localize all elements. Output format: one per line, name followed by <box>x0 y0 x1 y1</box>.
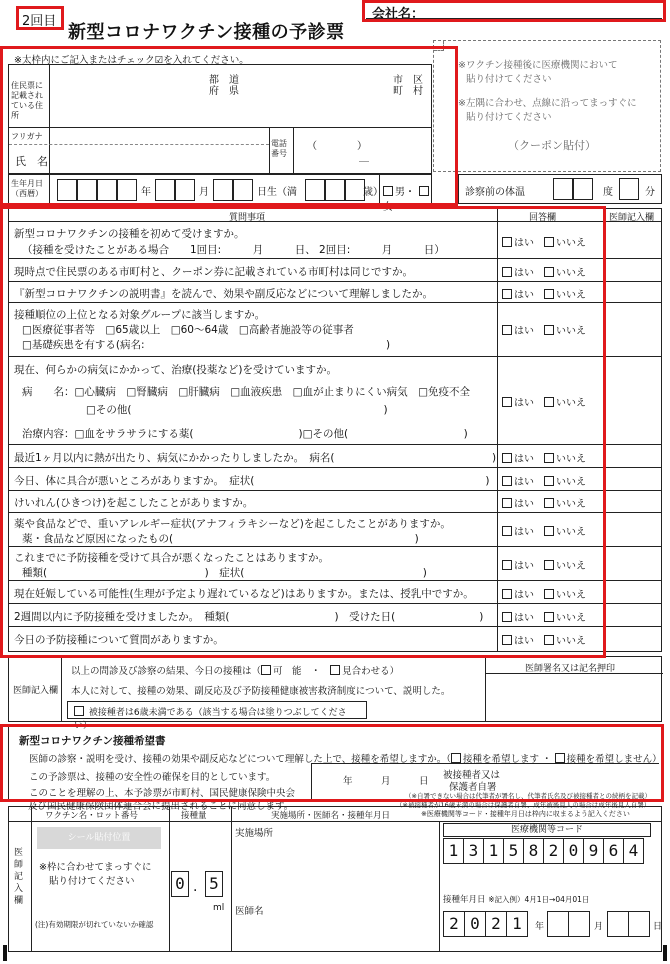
question-8: けいれん(ひきつけ)を起こしたことがありますか。 <box>14 497 254 509</box>
q6-yes-checkbox[interactable] <box>502 453 512 463</box>
page-title: 新型コロナワクチン接種の予診票 <box>68 22 345 43</box>
question-7: 今日、体に具合が悪いところがありますか。 症状( ) <box>14 475 490 487</box>
q10-yes-checkbox[interactable] <box>502 560 512 570</box>
question-13: 今日の予防接種について質問がありますか。 <box>14 634 224 646</box>
answer-10: はい いいえ <box>502 557 586 572</box>
q13-no-checkbox[interactable] <box>544 635 554 645</box>
question-9-cause: 薬・食品など原因になったもの( ) <box>22 533 419 545</box>
answer-3: はい いいえ <box>502 286 586 301</box>
q9-yes-checkbox[interactable] <box>502 526 512 536</box>
question-5: 現在、何らかの病気にかかって、治療(投薬など)を受けていますか。 <box>14 364 337 376</box>
questions-table: 質問事項 回答欄 医師記入欄 <box>8 208 662 652</box>
answer-12: はい いいえ <box>502 609 586 624</box>
question-10: これまでに予防接種を受けて具合が悪くなったことはありますか。 <box>14 552 329 564</box>
consent-yes-checkbox[interactable] <box>451 753 461 763</box>
round-label: 2回目 <box>22 14 57 29</box>
facility-code <box>443 838 643 864</box>
question-1-detail: （接種を受けたことがある場合 1回目: 月 日、 2回目: 月 日） <box>22 244 445 256</box>
code-digit: 8 <box>523 838 544 864</box>
possible-checkbox[interactable] <box>261 665 271 675</box>
year-digit: 2 <box>485 911 507 937</box>
male-checkbox[interactable] <box>383 186 393 196</box>
year-digit: 2 <box>443 911 465 937</box>
personal-info-box: 住民票に記載されている住所 都 道 府 県 市 区 町 村 フリガナ 氏 名 電話番号 （ ） ＿ <box>8 64 432 174</box>
answer-7: はい いいえ <box>502 473 586 488</box>
question-11: 現在妊娠している可能性(生理が予定より遅れているなど)はありますか。または、授乳中ですか。 <box>14 588 474 600</box>
name-label: 氏 名 <box>15 155 48 168</box>
code-digit: 5 <box>503 838 524 864</box>
sticker-area: シール貼付位置 <box>37 827 161 849</box>
question-12: 2週間以内に予防接種を受けましたか。 種類( ) 受けた日( ) <box>14 611 484 623</box>
q8-yes-checkbox[interactable] <box>502 498 512 508</box>
q9-no-checkbox[interactable] <box>544 526 554 536</box>
answer-9: はい いいえ <box>502 523 586 538</box>
answer-4: はい いいえ <box>502 322 586 337</box>
bottom-record: 医師記入欄 ワクチン名・ロット番号 接種量 実施場所・医師名・接種年月日 ※医療機関等コード・接種年月日は枠内に収まるよう記入ください シール貼付位置 ※枠に合わせてまっすぐに 貼り付けてください (注)有効期限が切れていないか確認 0 . 5 ml 実施場所 医師名 医療機関等コード 1 3 1 5 8 2 0 9 6 4 接種年月日 ※記入例）4月1日→04月01日 2 0 2 1 年 月 日 <box>8 806 662 952</box>
code-digit: 4 <box>623 838 644 864</box>
q2-yes-checkbox[interactable] <box>502 267 512 277</box>
q3-yes-checkbox[interactable] <box>502 289 512 299</box>
year-digit: 0 <box>464 911 486 937</box>
consent-no-checkbox[interactable] <box>555 753 565 763</box>
coupon-label: （クーポン貼付） <box>508 139 596 152</box>
question-5-disease: 病 名：□心臓病 □腎臓病 □肝臓病 □血液疾患 □血が止まりにくい病気 □免疫不全 <box>22 386 471 398</box>
q1-no-checkbox[interactable] <box>544 237 554 247</box>
consent-title: 新型コロナワクチン接種希望書 <box>19 735 166 747</box>
question-4-options: □医療従事者等 □65歳以上 □60〜64歳 □高齢者施設等の従事者 <box>22 324 354 336</box>
q12-yes-checkbox[interactable] <box>502 612 512 622</box>
question-2: 現時点で住民票のある市町村と、クーポン券に記載されている市町村は同じですか。 <box>14 266 413 278</box>
q1-yes-checkbox[interactable] <box>502 237 512 247</box>
dose-integer: 0 <box>171 871 189 897</box>
question-1: 新型コロナワクチンの接種を初めて受けますか。 <box>14 228 245 240</box>
q11-yes-checkbox[interactable] <box>502 589 512 599</box>
instruction: ※太枠内にご記入またはチェック☑を入れてください。 <box>14 55 249 66</box>
q3-no-checkbox[interactable] <box>544 289 554 299</box>
code-digit: 2 <box>543 838 564 864</box>
address-label: 住民票に記載されている住所 <box>11 81 43 120</box>
q8-no-checkbox[interactable] <box>544 498 554 508</box>
dob-row: 生年月日（西暦） 年 月 日生（満 歳） 男・女 <box>8 174 432 204</box>
code-digit: 1 <box>443 838 464 864</box>
q7-no-checkbox[interactable] <box>544 476 554 486</box>
vaccination-year <box>443 911 527 937</box>
question-10-detail: 種類( ) 症状( ) <box>22 567 427 579</box>
q10-no-checkbox[interactable] <box>544 560 554 570</box>
question-4: 接種順位の上位となる対象グループに該当しますか。 <box>14 309 266 321</box>
answer-1: はい いいえ <box>502 234 586 249</box>
q12-no-checkbox[interactable] <box>544 612 554 622</box>
company-label: 会社名： <box>372 7 425 22</box>
code-digit: 9 <box>583 838 604 864</box>
code-digit: 6 <box>603 838 624 864</box>
code-digit: 0 <box>563 838 584 864</box>
q4-yes-checkbox[interactable] <box>502 325 512 335</box>
answer-13: はい いいえ <box>502 632 586 647</box>
answer-11: はい いいえ <box>502 586 586 601</box>
under6-checkbox[interactable] <box>74 706 84 716</box>
answer-2: はい いいえ <box>502 264 586 279</box>
female-checkbox[interactable] <box>419 186 429 196</box>
question-4-disease: □基礎疾患を有する(病名: ) <box>22 339 391 351</box>
company-underline <box>366 18 662 19</box>
answer-8: はい いいえ <box>502 495 586 510</box>
postpone-checkbox[interactable] <box>330 665 340 675</box>
question-9: 薬や食品などで、重いアレルギー症状(アナフィラキシーなど)を起こしたことがありますか。 <box>14 518 451 530</box>
question-5-other: □その他( ) <box>86 404 388 416</box>
code-digit: 1 <box>483 838 504 864</box>
q11-no-checkbox[interactable] <box>544 589 554 599</box>
q13-yes-checkbox[interactable] <box>502 635 512 645</box>
answer-5: はい いいえ <box>502 394 586 409</box>
answer-6: はい いいえ <box>502 450 586 465</box>
q7-yes-checkbox[interactable] <box>502 476 512 486</box>
question-3: 『新型コロナワクチンの説明書』を読んで、効果や副反応などについて理解しましたか。 <box>14 288 434 300</box>
temperature-box: 診察前の体温 度 分 <box>458 174 662 204</box>
question-6: 最近1ヶ月以内に熱が出たり、病気にかかったりしましたか。 病名( ) <box>14 452 497 464</box>
consent-section: 新型コロナワクチン接種希望書 医師の診察・説明を受け、接種の効果や副反応などについて理解した上で、接種を希望しますか。（ 接種を希望します ・ 接種を希望しません） この予診票は、接種の安全性の確保を目的としています。 このことを理解の上、本予診票が市町村、国民健康保険中央会 年 月 日 被接種者又は 保護者自署 （※自署できない場合は代筆者が署名し、代筆者氏名及び被接種者との続柄を記載） <box>8 726 662 800</box>
coupon-area: ※ワクチン接種後に医療機関において 貼り付けてください ※左隅に合わせ、点線に沿ってまっすぐに 貼り付けてください （クーポン貼付） <box>433 40 661 172</box>
q2-no-checkbox[interactable] <box>544 267 554 277</box>
q5-no-checkbox[interactable] <box>544 397 554 407</box>
q5-yes-checkbox[interactable] <box>502 397 512 407</box>
dose-decimal: 5 <box>205 871 223 897</box>
q6-no-checkbox[interactable] <box>544 453 554 463</box>
code-digit: 3 <box>463 838 484 864</box>
year-digit: 1 <box>506 911 528 937</box>
question-5-treatment: 治療内容：□血をサラサラにする薬( )□その他( ) <box>22 428 468 440</box>
q4-no-checkbox[interactable] <box>544 325 554 335</box>
doctor-section: 医師記入欄 以上の問診及び診察の結果、今日の接種は（ 可 能 ・ 見合わせる） 本人に対して、接種の効果、副反応及び予防接種健康被害救済制度について、説明した。 被接種者は6歳未満である（該当する場合は塗りつぶしてください） 医師署名又は記名押印 <box>8 656 662 722</box>
